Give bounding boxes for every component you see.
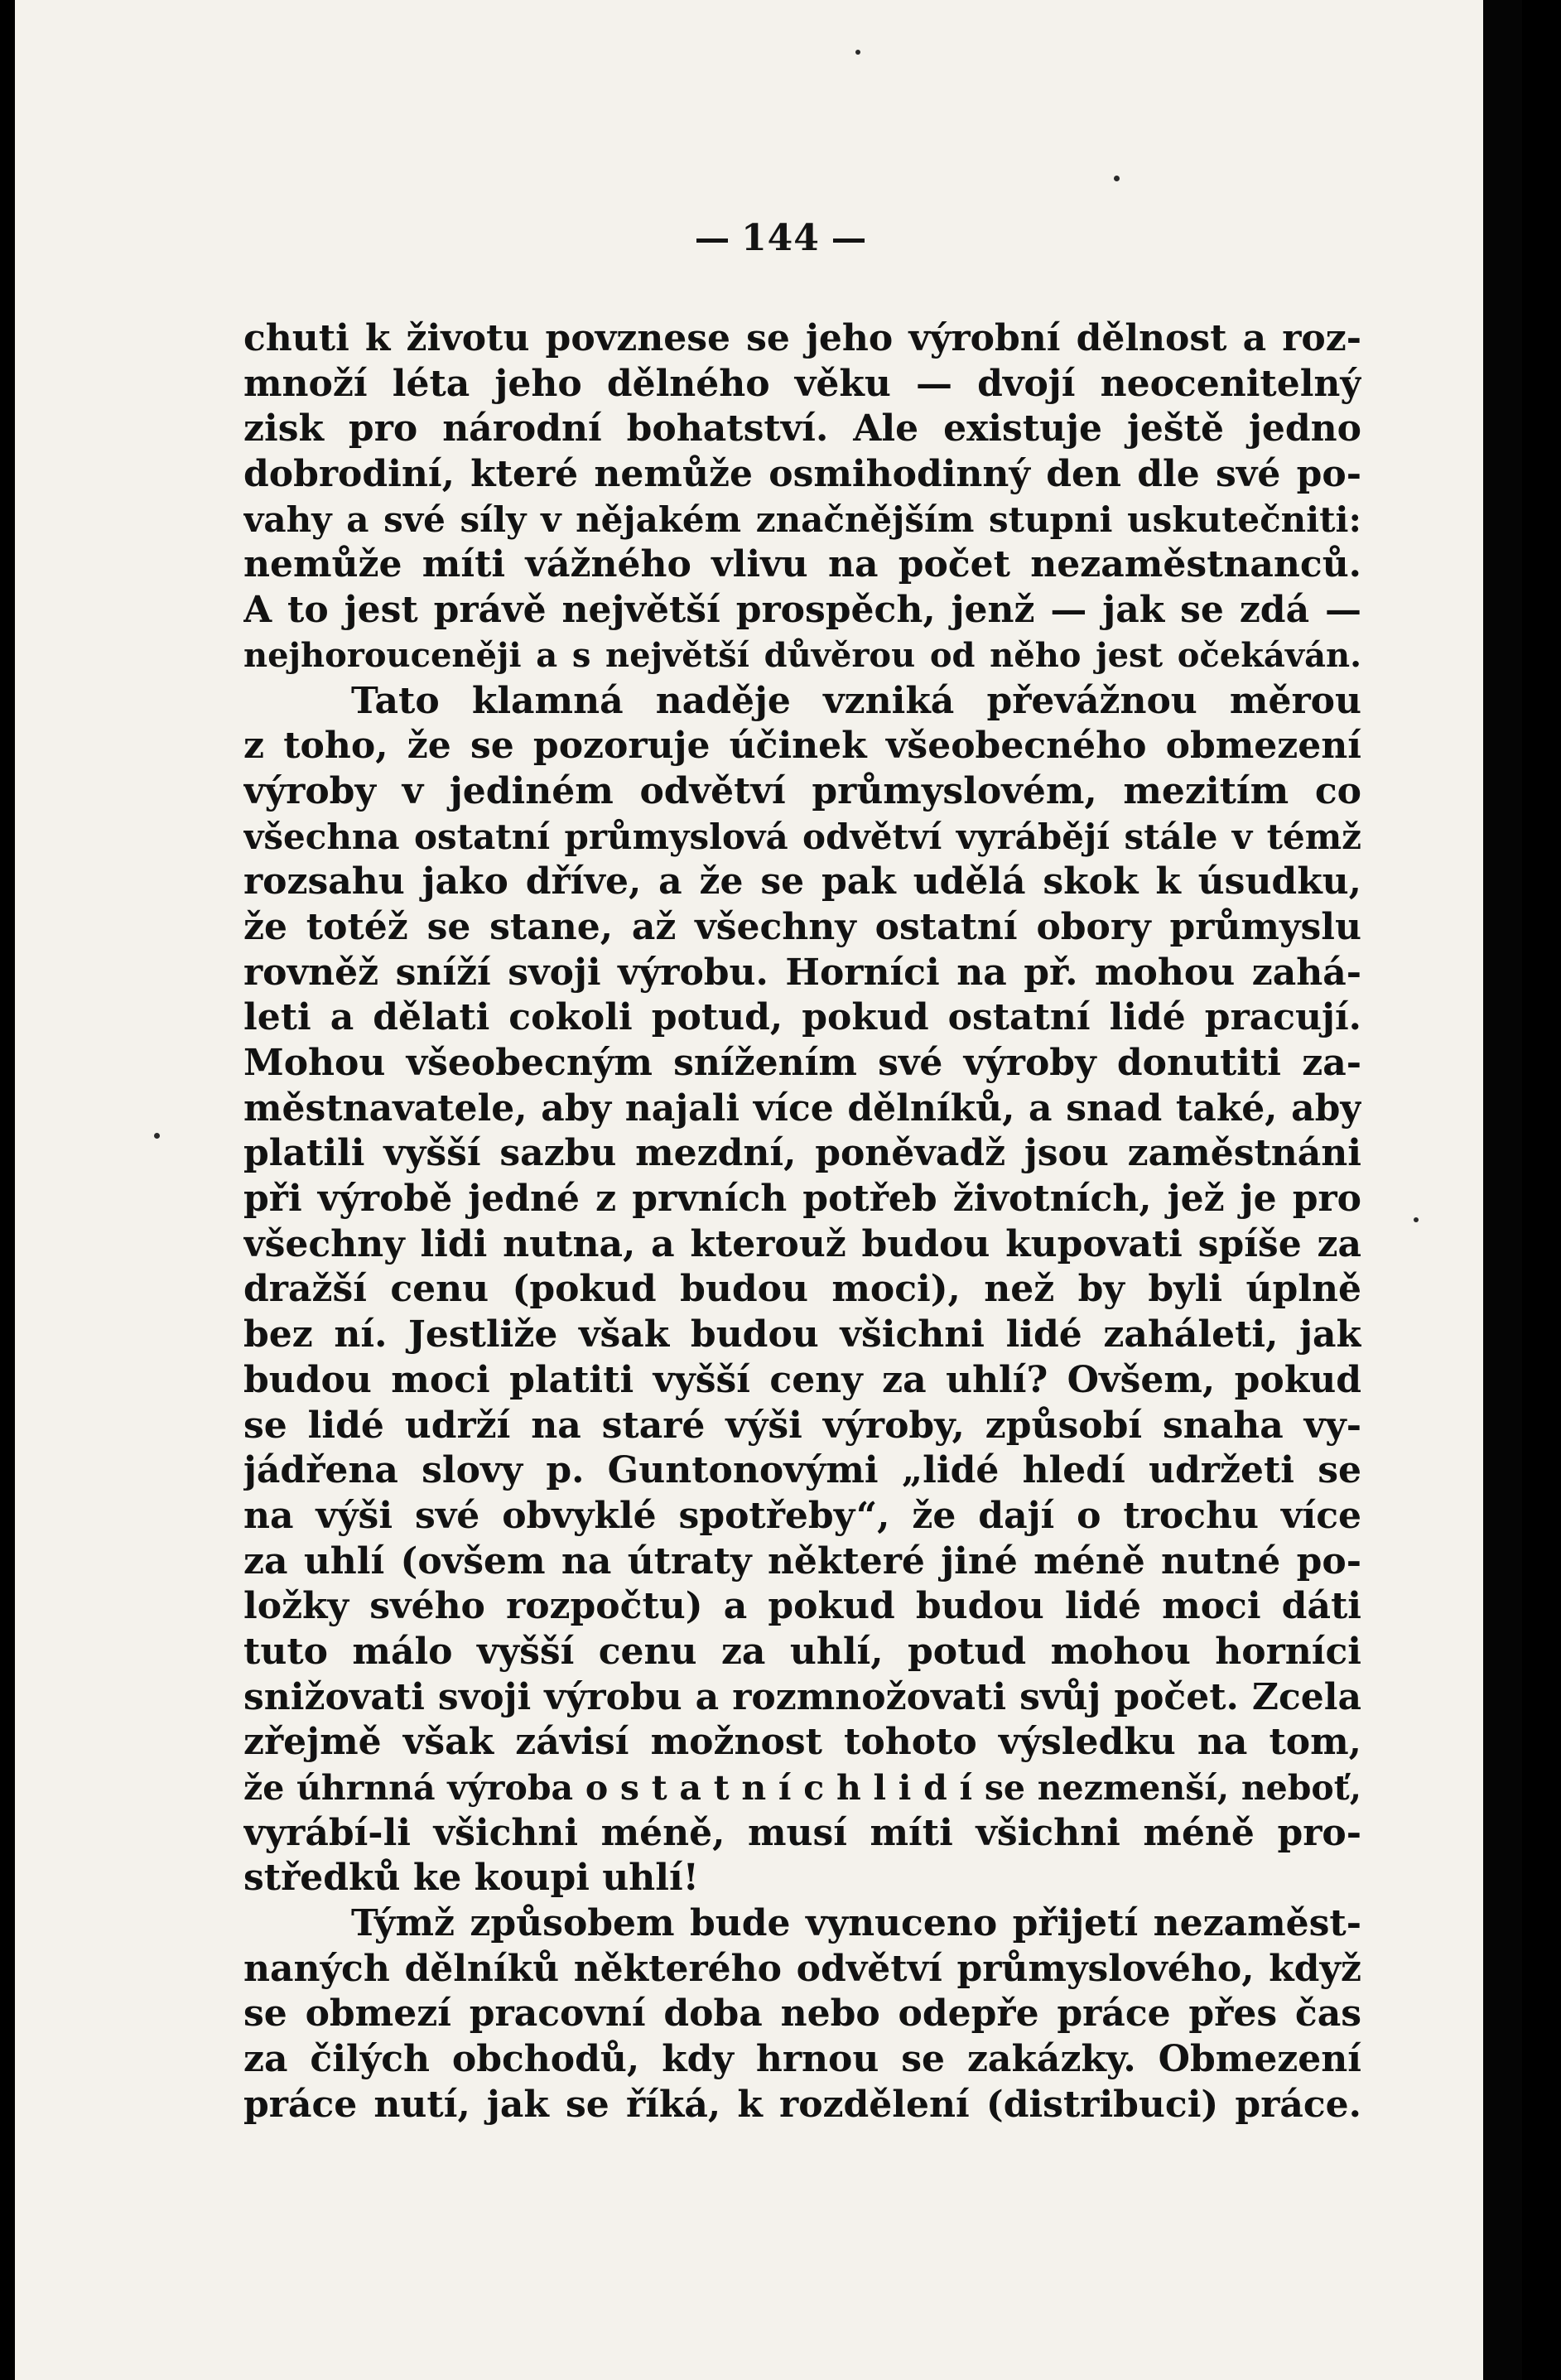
text-line: dobrodiní, které nemůže osmihodinný den dle své po- <box>243 453 1361 496</box>
text-line: snižovati svoji výrobu a rozmnožovati svůj počet. Zcela <box>243 1675 1361 1718</box>
text-line: městnavatele, aby najali více dělníků, a snad také, aby <box>243 1086 1361 1130</box>
text-line: dražší cenu (pokud budou moci), než by byli úplně <box>243 1268 1361 1311</box>
print-speck <box>1414 1217 1419 1222</box>
text-line: se obmezí pracovní doba nebo odepře práce přes čas <box>243 1992 1361 2036</box>
paragraph-3 <box>243 1901 1361 2127</box>
text-line: nemůže míti vážného vlivu na počet nezaměstnanců. <box>243 543 1361 586</box>
text-line: za uhlí (ovšem na útraty některé jiné méně nutné po- <box>243 1539 1361 1583</box>
text-line: leti a dělati cokoli potud, pokud ostatní lidé pracují. <box>243 996 1361 1039</box>
text-line: budou moci platiti vyšší ceny za uhlí? Ovšem, pokud <box>243 1358 1361 1401</box>
text-line: že úhrnná výroba o s t a t n í c h l i d í se nezmenší, neboť, <box>243 1768 1361 1808</box>
page-number: 144 <box>741 217 820 259</box>
text-line: zřejmě však závisí možnost tohoto výsledku na tom, <box>243 1721 1361 1764</box>
text-line: jádřena slovy p. Guntonovými „lidé hledí udržeti se <box>243 1449 1361 1492</box>
text-line: středků ke koupi uhlí! <box>243 1857 699 1900</box>
text-line: za čilých obchodů, kdy hrnou se zakázky. Obmezení <box>243 2038 1361 2081</box>
text-line: se lidé udrží na staré výši výroby, způsobí snaha vy- <box>243 1404 1361 1447</box>
print-speck <box>154 1133 160 1139</box>
text-line: práce nutí, jak se říká, k rozdělení (distribuci) práce. <box>243 2083 1361 2126</box>
text-line: vahy a své síly v nějakém značnějším stupni uskutečniti: <box>243 499 1361 540</box>
dash-left <box>696 238 728 243</box>
text-line: zisk pro národní bohatství. Ale existuje ještě jedno <box>243 407 1361 450</box>
dash-right <box>833 238 865 243</box>
body-text <box>243 316 1361 2128</box>
text-line: Mohou všeobecným snížením své výroby donutiti za- <box>243 1042 1361 1084</box>
text-line: při výrobě jedné z prvních potřeb životních, jež je pro <box>243 1178 1361 1221</box>
text-line: všechny lidi nutna, a kterouž budou kupovati spíše za <box>243 1222 1361 1265</box>
text-line: bez ní. Jestliže však budou všichni lidé zaháleti, jak <box>243 1313 1361 1356</box>
text-line: Týmž způsobem bude vynuceno přijetí nezaměst- <box>351 1902 1361 1945</box>
text-line: nejhorouceněji a s největší důvěrou od něho jest očekáván. <box>243 635 1361 675</box>
page-edge-shadow <box>1483 0 1522 2380</box>
text-line: tuto málo vyšší cenu za uhlí, potud mohou horníci <box>243 1630 1361 1673</box>
print-speck <box>855 50 860 55</box>
text-line: naných dělníků některého odvětví průmyslového, když <box>243 1947 1361 1990</box>
text-line: výroby v jediném odvětví průmyslovém, mezitím co <box>243 769 1361 812</box>
text-line: rovněž sníží svoji výrobu. Horníci na př. mohou zahá- <box>243 951 1361 994</box>
paragraph-1 <box>243 316 1361 679</box>
text-line: chuti k životu povznese se jeho výrobní dělnost a roz- <box>243 317 1361 359</box>
paragraph-2 <box>243 679 1361 1902</box>
text-line: Tato klamná naděje vzniká převážnou měrou <box>351 679 1361 722</box>
text-line: rozsahu jako dříve, a že se pak udělá skok k úsudku, <box>243 860 1361 903</box>
text-line: množí léta jeho dělného věku — dvojí neocenitelný <box>243 362 1361 405</box>
text-line: A to jest právě největší prospěch, jenž — jak se zdá — <box>243 589 1361 632</box>
text-line: vyrábí-li všichni méně, musí míti všichni méně pro- <box>243 1811 1361 1854</box>
text-line: na výši své obvyklé spotřeby“, že dají o trochu více <box>243 1494 1361 1537</box>
page-number-header <box>0 217 1561 259</box>
text-line: platili vyšší sazbu mezdní, poněvadž jsou zaměstnáni <box>243 1132 1361 1175</box>
text-line: že totéž se stane, až všechny ostatní obory průmyslu <box>243 905 1361 948</box>
print-speck <box>1114 176 1120 181</box>
text-line: z toho, že se pozoruje účinek všeobecného obmezení <box>243 725 1361 768</box>
text-line: ložky svého rozpočtu) a pokud budou lidé moci dáti <box>243 1585 1361 1628</box>
text-line: všechna ostatní průmyslová odvětví vyrábějí stále v témž <box>243 816 1361 857</box>
